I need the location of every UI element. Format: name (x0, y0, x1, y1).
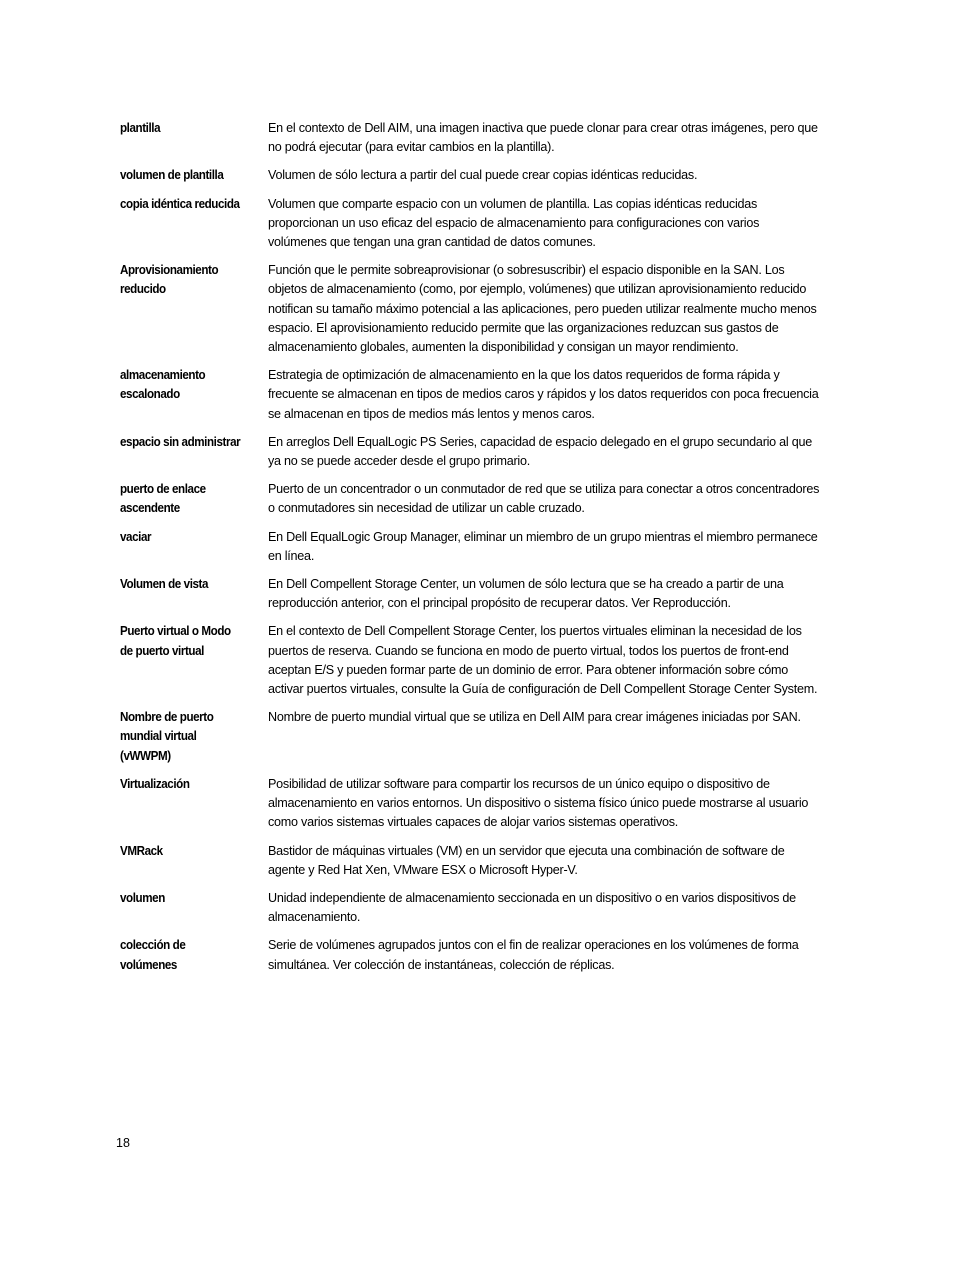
glossary-definition: Nombre de puerto mundial virtual que se utiliza en Dell AIM para crear imágenes iniciadas por SAN. (268, 710, 801, 725)
glossary-definition: Volumen de sólo lectura a partir del cual puede crear copias idénticas reducidas. (268, 168, 698, 183)
glossary-term (120, 889, 258, 908)
glossary-term (120, 366, 258, 404)
glossary-entry (120, 166, 820, 185)
glossary-term (120, 842, 258, 861)
glossary-term-line: Virtualización (120, 776, 190, 791)
glossary-term-line: mundial virtual (120, 729, 197, 744)
glossary-term-line: Puerto virtual o Modo (120, 624, 231, 639)
glossary-term (120, 195, 258, 214)
page-number: 18 (116, 1136, 130, 1150)
glossary-entry (120, 528, 820, 566)
glossary-definition: En Dell Compellent Storage Center, un volumen de sólo lectura que se ha creado a partir de una reproducción anterior, con el principal propósito de recuperar datos. Ver Reproducción. (268, 577, 784, 611)
glossary-term-line: (vWWPM) (120, 748, 171, 763)
glossary-entry (120, 708, 820, 766)
glossary-term (120, 708, 258, 766)
glossary-term-line: volúmenes (120, 957, 177, 972)
glossary-term-line: volumen (120, 890, 165, 905)
glossary-definition: Función que le permite sobreaprovisionar (o sobresuscribir) el espacio disponible en la SAN. Los objetos de almacenamiento (como, por ejemplo, volúmenes) que utilizan aprovisionamiento reducido notifican su tamaño máximo potencial a las aplicaciones, pero pueden utilizar realmente mucho menos espacio. El aprovisionamiento reducido permite que las organizaciones reduzcan sus gastos de almacenamiento globales, aumenten la disponibilidad y consigan un mayor rendimiento. (268, 263, 817, 355)
glossary-entry (120, 195, 820, 253)
glossary-definition: Unidad independiente de almacenamiento seccionada en un dispositivo o en varios dispositivos de almacenamiento. (268, 890, 796, 925)
glossary-definition: Serie de volúmenes agrupados juntos con el fin de realizar operaciones en los volúmenes de forma simultánea. Ver colección de instantáneas, colección de réplicas. (268, 938, 799, 972)
glossary-term-line: escalonado (120, 387, 180, 402)
glossary-term-line: copia idéntica reducida (120, 196, 240, 211)
glossary-term (120, 166, 258, 185)
glossary-term-line: Volumen de vista (120, 577, 209, 592)
glossary-entry (120, 889, 820, 927)
glossary-term-line: puerto de enlace (120, 482, 206, 497)
glossary-term-line: VMRack (120, 843, 163, 858)
glossary-term-line: almacenamiento (120, 368, 206, 383)
glossary-list (120, 119, 820, 984)
glossary-entry (120, 622, 820, 699)
glossary-definition: Posibilidad de utilizar software para compartir los recursos de un único equipo o dispositivo de almacenamiento en varios entornos. Un dispositivo o sistema físico único puede mostrarse al usuario como varios sistemas virtuales capaces de alojar varios sistemas operativos. (268, 776, 809, 830)
glossary-term-line: Aprovisionamiento (120, 263, 219, 278)
glossary-term-line: colección de (120, 938, 186, 953)
glossary-term (120, 528, 258, 547)
glossary-definition: En arreglos Dell EqualLogic PS Series, capacidad de espacio delegado en el grupo secundario al que ya no se puede acceder desde el grupo primario. (268, 434, 812, 469)
glossary-definition: Estrategia de optimización de almacenamiento en la que los datos requeridos de forma rápida y frecuente se almacenan en tipos de medios caros y rápidos y los datos requeridos con poca frecuencia se almacenan en tipos de medios más lentos y menos caros. (268, 368, 819, 421)
glossary-definition: En el contexto de Dell Compellent Storage Center, los puertos virtuales eliminan la necesidad de los puertos de reserva. Cuando se funciona en modo de puerto virtual, todos los puertos de front-end aceptan E/S y pueden formar parte de un dominio de error. Para obtener información sobre cómo activar puertos virtuales, consulte la Guía de configuración de Dell Compellent Storage Center System. (268, 624, 818, 697)
glossary-term (120, 433, 258, 452)
glossary-term (120, 775, 258, 794)
glossary-definition: Puerto de un concentrador o un conmutador de red que se utiliza para conectar a otros concentradores o conmutadores sin necesidad de utilizar un cable cruzado. (268, 482, 820, 516)
glossary-term-line: volumen de plantilla (120, 168, 224, 183)
glossary-definition: En el contexto de Dell AIM, una imagen inactiva que puede clonar para crear otras imágenes, pero que no podrá ejecutar (para evitar cambios en la plantilla). (268, 121, 818, 155)
glossary-entry (120, 366, 820, 424)
glossary-term (120, 622, 258, 660)
glossary-definition: Volumen que comparte espacio con un volumen de plantilla. Las copias idénticas reducidas proporcionan un uso eficaz del espacio de almacenamiento para configuraciones con varios volúmenes que tengan una gran cantidad de datos comunes. (268, 196, 760, 250)
glossary-term (120, 936, 258, 974)
glossary-term-line: Nombre de puerto (120, 710, 214, 725)
glossary-term-line: plantilla (120, 121, 161, 135)
glossary-entry (120, 936, 820, 974)
glossary-entry (120, 575, 820, 613)
glossary-entry (120, 842, 820, 880)
glossary-entry (120, 119, 820, 157)
glossary-entry (120, 480, 820, 518)
glossary-term-line: de puerto virtual (120, 643, 204, 658)
glossary-term-line: vaciar (120, 529, 152, 544)
glossary-term (120, 575, 258, 594)
glossary-definition: En Dell EqualLogic Group Manager, eliminar un miembro de un grupo mientras el miembro permanece en línea. (268, 529, 818, 563)
glossary-entry (120, 775, 820, 833)
glossary-term-line: ascendente (120, 501, 180, 516)
glossary-entry (120, 261, 820, 357)
glossary-term-line: espacio sin administrar (120, 434, 241, 449)
glossary-definition: Bastidor de máquinas virtuales (VM) en un servidor que ejecuta una combinación de software de agente y Red Hat Xen, VMware ESX o Microsoft Hyper-V. (268, 843, 785, 877)
glossary-term (120, 119, 258, 138)
glossary-term-line: reducido (120, 282, 166, 297)
glossary-entry (120, 433, 820, 471)
glossary-term (120, 480, 258, 518)
glossary-term (120, 261, 258, 299)
